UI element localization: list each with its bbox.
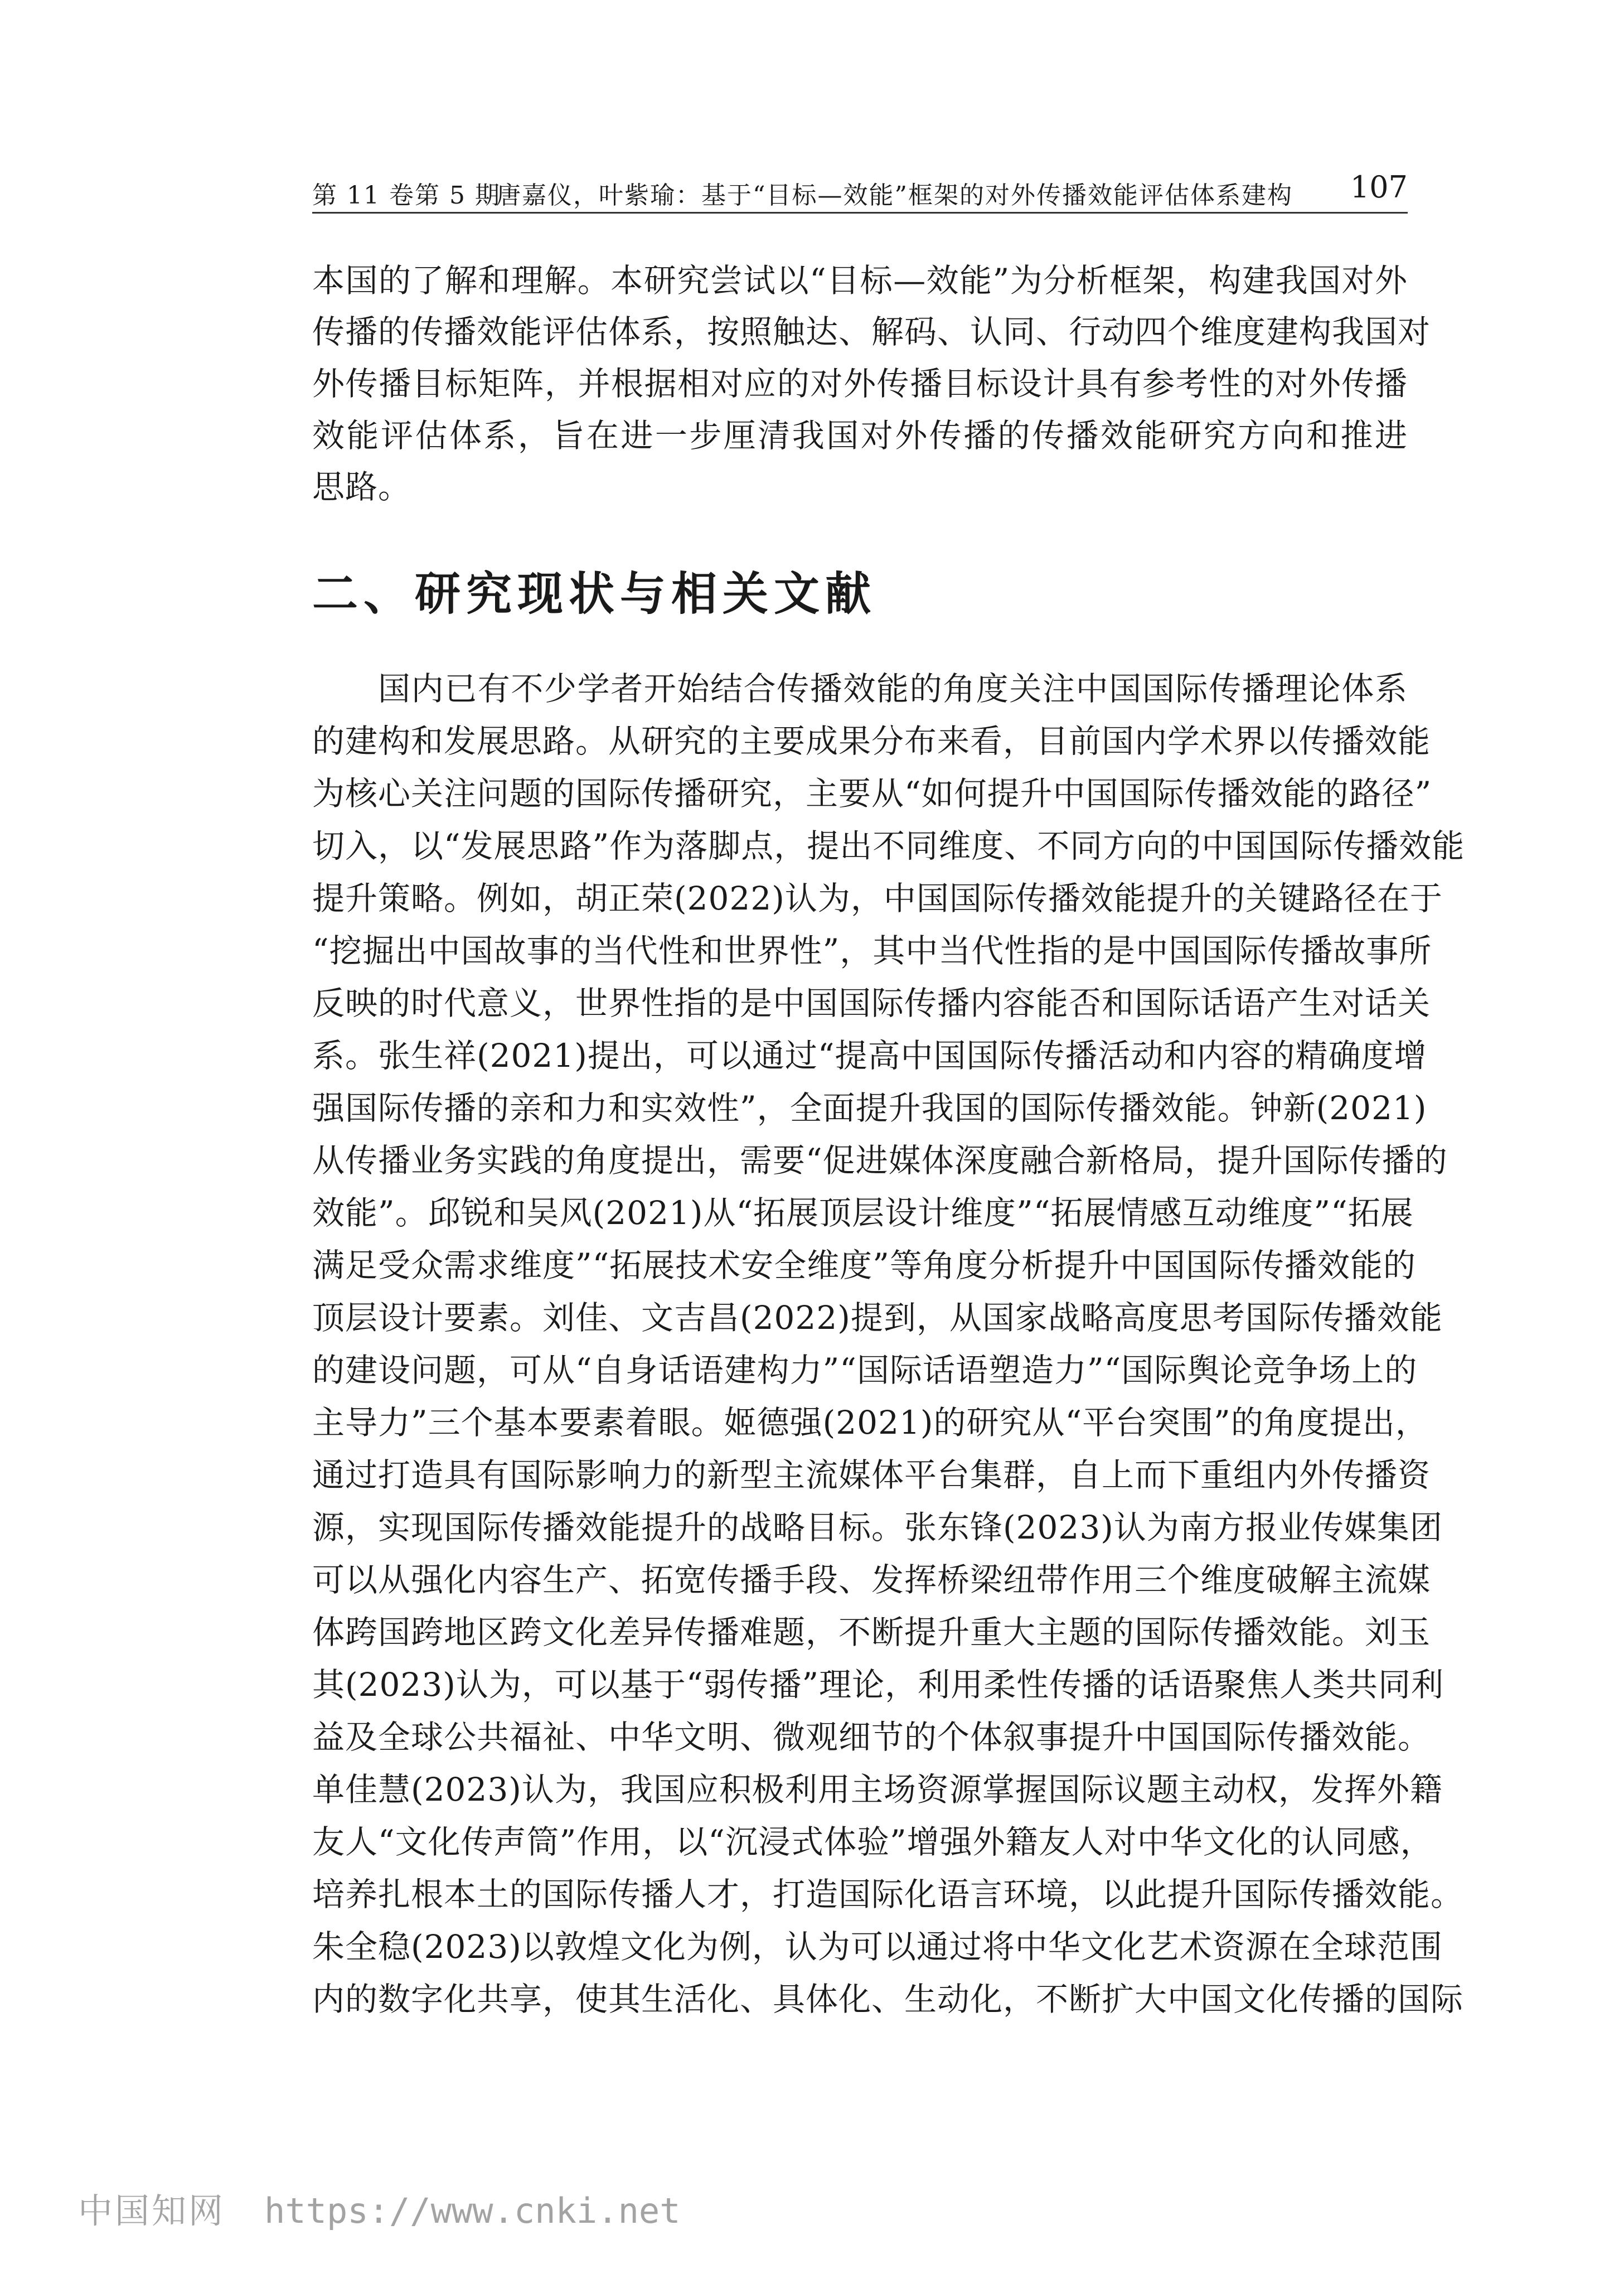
journal-issue: 第 11 卷第 5 期	[312, 181, 501, 210]
watermark-url: https://www.cnki.net	[264, 2190, 681, 2231]
text-line: 的建设问题，可从“自身话语建构力”“国际话语塑造力”“国际舆论竞争场上的	[312, 1351, 1418, 1389]
text-line: 反映的时代意义，世界性指的是中国国际传播内容能否和国际话语产生对话关	[312, 984, 1431, 1022]
text-line: 传播的传播效能评估体系，按照触达、解码、认同、行动四个维度建构我国对	[312, 313, 1431, 351]
text-line: 体跨国跨地区跨文化差异传播难题，不断提升重大主题的国际传播效能。刘玉	[312, 1613, 1431, 1651]
text-line: 系。张生祥(2021)提出，可以通过“提高中国国际传播活动和内容的精确度增	[312, 1037, 1427, 1075]
text-line: 主导力”三个基本要素着眼。姬德强(2021)的研究从“平台突围”的角度提出，	[312, 1404, 1428, 1442]
article-running-title: 唐嘉仪，叶紫瑜：基于“目标—效能”框架的对外传播效能评估体系建构	[496, 181, 1293, 210]
text-line: 满足受众需求维度”“拓展技术安全维度”等角度分析提升中国国际传播效能的	[312, 1246, 1416, 1284]
text-line: 培养扎根本土的国际传播人才，打造国际化语言环境，以此提升国际传播效能。	[312, 1875, 1464, 1913]
text-line: 思路。	[312, 468, 411, 506]
text-line: 切入，以“发展思路”作为落脚点，提出不同维度、不同方向的中国国际传播效能	[312, 827, 1465, 865]
text-line: 顶层设计要素。刘佳、文吉昌(2022)提到，从国家战略高度思考国际传播效能	[312, 1299, 1443, 1337]
text-line: 效能评估体系，旨在进一步厘清我国对外传播的传播效能研究方向和推进	[312, 417, 1408, 454]
section-heading: 二、研究现状与相关文献	[312, 567, 877, 621]
text-line: 友人“文化传声筒”作用，以“沉浸式体验”增强外籍友人对中华文化的认同感，	[312, 1823, 1433, 1861]
text-line: 内的数字化共享，使其生活化、具体化、生动化，不断扩大中国文化传播的国际	[312, 1980, 1464, 2018]
text-line: 通过打造具有国际影响力的新型主流媒体平台集群，自上而下重组内外传播资	[312, 1456, 1431, 1494]
text-line: 单佳慧(2023)认为，我国应积极利用主场资源掌握国际议题主动权，发挥外籍	[312, 1771, 1443, 1808]
text-line: 其(2023)认为，可以基于“弱传播”理论，利用柔性传播的话语聚焦人类共同利	[312, 1666, 1444, 1704]
text-line: 效能”。邱锐和吴风(2021)从“拓展顶层设计维度”“拓展情感互动维度”“拓展	[312, 1194, 1414, 1232]
text-line: 的建构和发展思路。从研究的主要成果分布来看，目前国内学术界以传播效能	[312, 722, 1431, 760]
text-line: 提升策略。例如，胡正荣(2022)认为，中国国际传播效能提升的关键路径在于	[312, 879, 1443, 917]
page-number: 107	[1350, 170, 1408, 205]
text-line: 朱全稳(2023)以敦煌文化为例，认为可以通过将中华文化艺术资源在全球范围	[312, 1928, 1443, 1966]
text-line: 源，实现国际传播效能提升的战略目标。张东锋(2023)认为南方报业传媒集团	[312, 1508, 1443, 1546]
text-line: 益及全球公共福祉、中华文明、微观细节的个体叙事提升中国国际传播效能。	[312, 1718, 1431, 1756]
watermark-brand: 中国知网	[78, 2190, 226, 2231]
text-line: 国内已有不少学者开始结合传播效能的角度关注中国国际传播理论体系	[378, 670, 1408, 708]
cnki-watermark	[78, 2186, 681, 2236]
text-line: 为核心关注问题的国际传播研究，主要从“如何提升中国国际传播效能的路径”	[312, 775, 1432, 812]
text-line: 从传播业务实践的角度提出，需要“促进媒体深度融合新格局，提升国际传播的	[312, 1142, 1448, 1179]
text-line: 外传播目标矩阵，并根据相对应的对外传播目标设计具有参考性的对外传播	[312, 365, 1408, 403]
text-line: 可以从强化内容生产、拓宽传播手段、发挥桥梁纽带作用三个维度破解主流媒	[312, 1561, 1431, 1599]
text-line: 强国际传播的亲和力和实效性”，全面提升我国的国际传播效能。钟新(2021)	[312, 1089, 1427, 1127]
text-line: “挖掘出中国故事的当代性和世界性”，其中当代性指的是中国国际传播故事所	[312, 932, 1432, 970]
text-line: 本国的了解和理解。本研究尝试以“目标—效能”为分析框架，构建我国对外	[312, 262, 1408, 299]
